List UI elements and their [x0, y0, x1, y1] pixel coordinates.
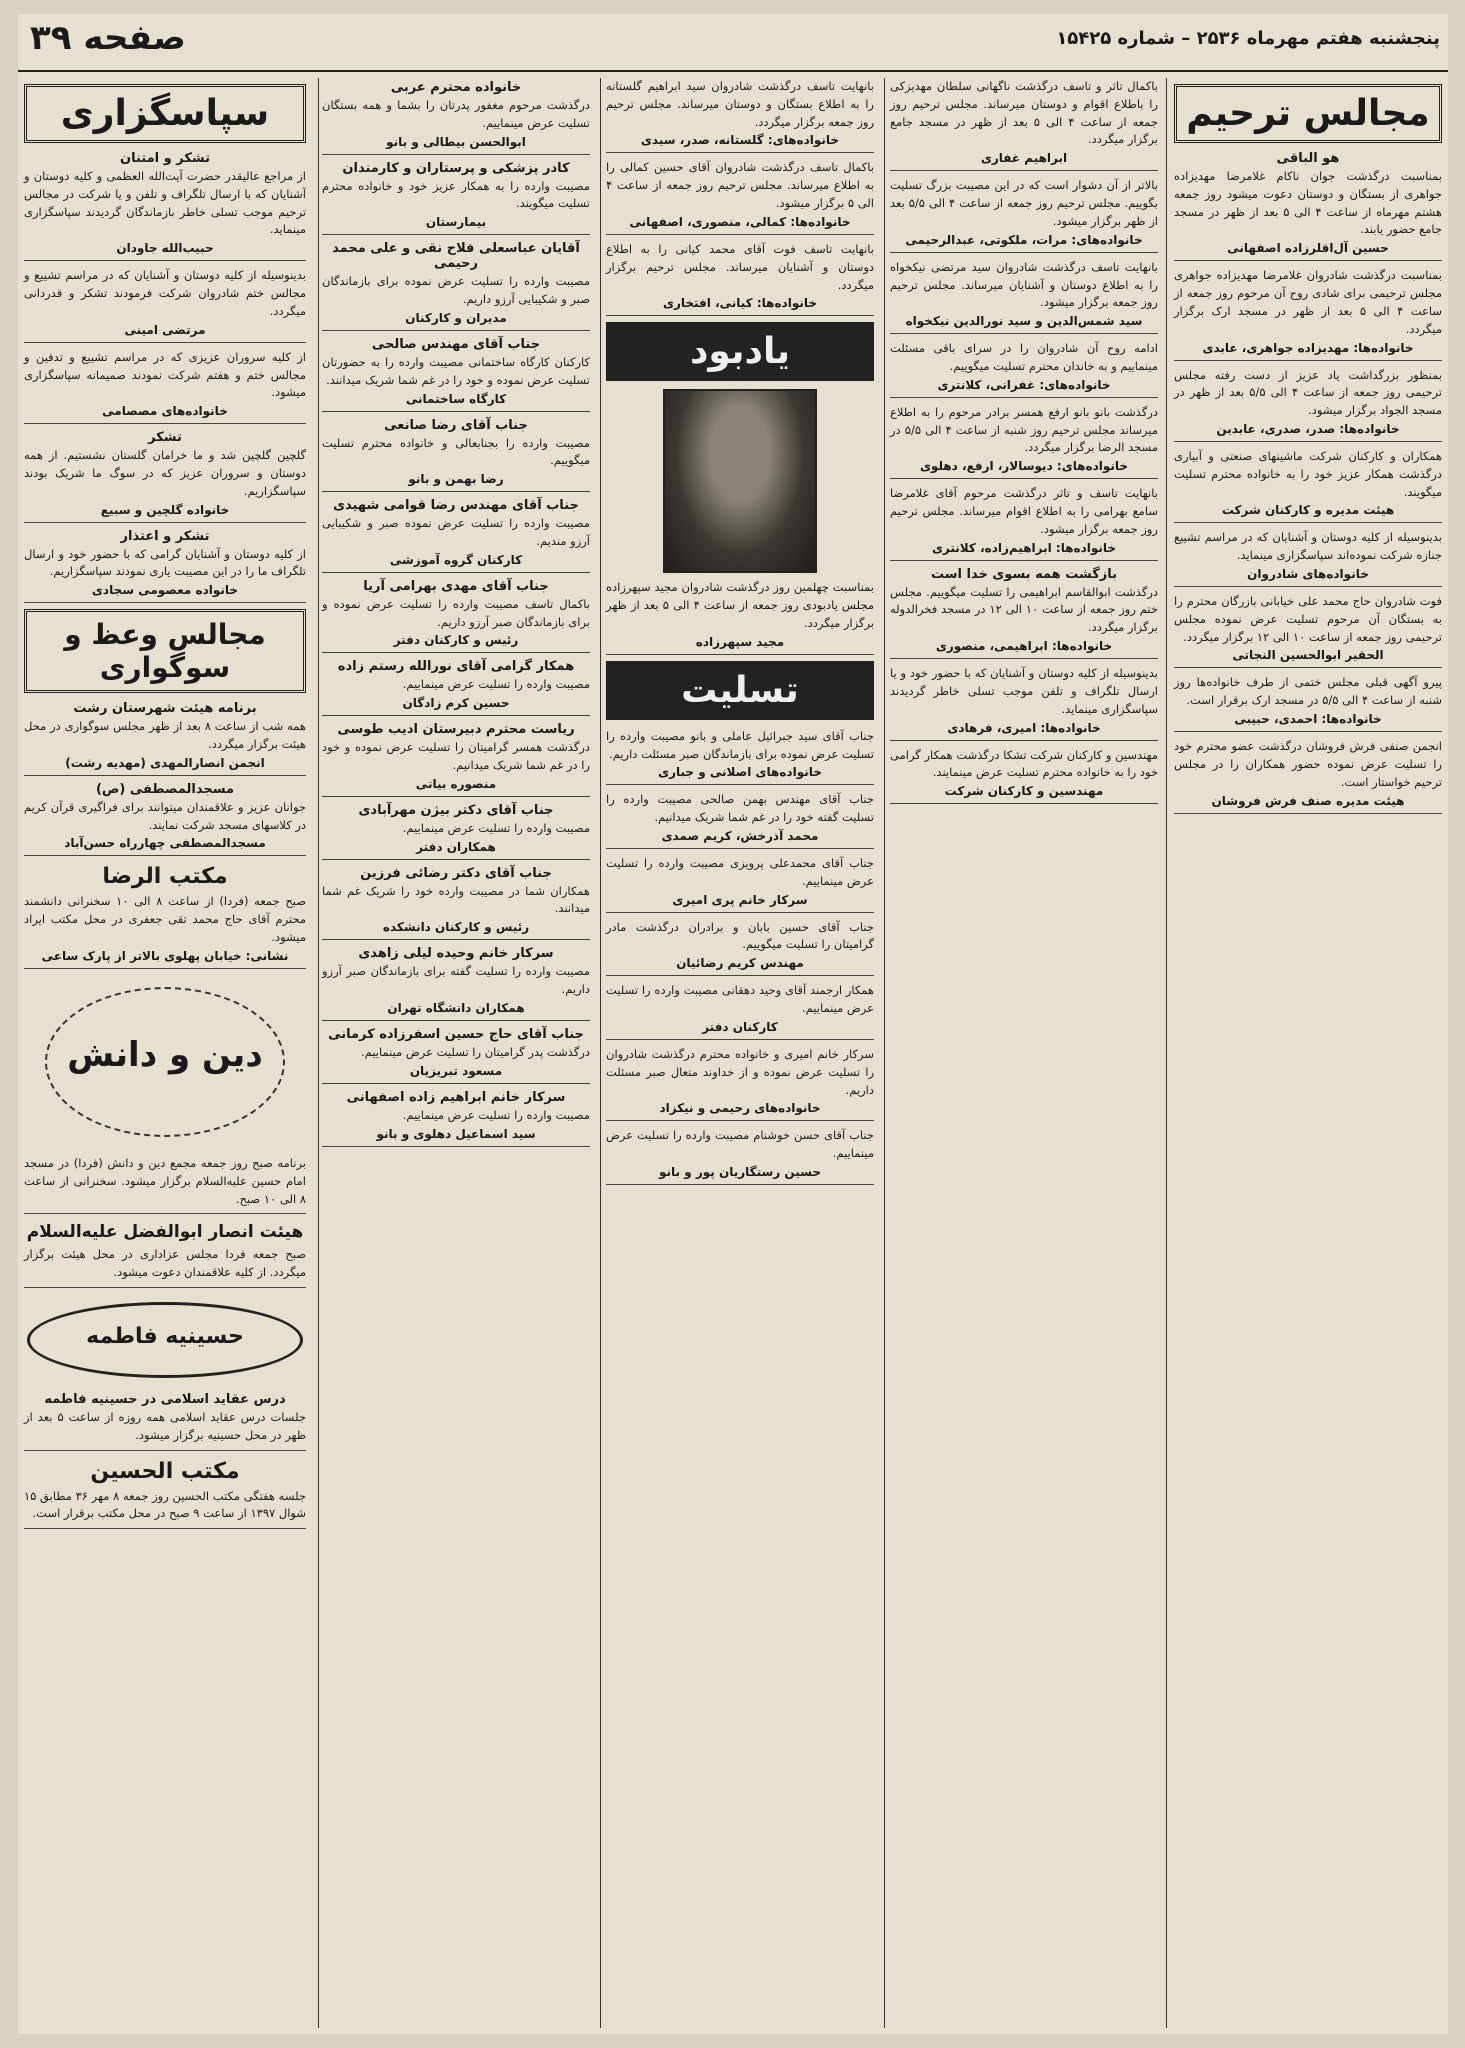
notice-signature: سرکار خانم پری امیری — [672, 892, 808, 907]
banner-tasliyat: تسلیت — [606, 661, 874, 720]
notice-body: بمناسبت درگذشت شادروان غلامرضا مهدیزاده جواهری مجلس ترحیمی برای شادی روح آن مرحوم روز جمعه از ساعت ۴ الی ۵ بعد از ظهر در مسجد ارک برگزار میگردد. — [1174, 268, 1442, 336]
notice-body: جلسات درس عقاید اسلامی همه روزه از ساعت ۵ بعد از ظهر در محل حسینیه برگزار میشود. — [24, 1409, 306, 1442]
notice-body: گلچین گلچین شد و ما خرامان گلستان نشستیم. از همه دوستان و سروران عزیز که در سوگ ما شریک بودند سپاسگزاریم. — [24, 448, 306, 498]
banner-majales-vaz: مجالس وعظ و سوگواری — [24, 609, 306, 693]
notice-signature: خانواده‌های: گلستانه، صدر، سیدی — [640, 133, 840, 148]
heading-maktab-hossein: مکتب الحسین — [90, 1458, 240, 1484]
notice — [322, 1090, 590, 1147]
notice-signature: مجید سپهرزاده — [695, 634, 785, 649]
notice-signature: همکاران دفتر — [416, 839, 496, 854]
notice-body: بدینوسیله از کلیه دوستان و آشنایان که در مراسم تشییع و مجالس ختم شادروان شرکت فرمودند تشکر و قدردانی میگردد. — [24, 268, 306, 318]
notice-body: جلسه هفتگی مکتب الحسین روز جمعه ۸ مهر ۳۶ مطابق ۱۵ شوال ۱۳۹۷ از ساعت ۹ صبح در محل مکتب برقرار است. — [24, 1488, 306, 1521]
notice-signature: منصوره بیاتی — [415, 776, 497, 791]
notice-title: بازگشت همه بسوی خدا است — [930, 566, 1118, 582]
notice-signature: سید شمس‌الدین و سید نورالدین نیکخواه — [905, 314, 1143, 329]
notice-body: درگذشت بانو بانو ارفع همسر برادر مرحوم را به اطلاع میرساند مجلس ترحیم روز شنبه از ساعت ۴ الی ۵/۵ در مسجد الرضا برگزار میگردد. — [890, 404, 1158, 455]
notice-signature: مهندس کریم رضائیان — [676, 956, 804, 971]
notice-title: برنامه هیئت شهرستان رشت — [73, 701, 257, 717]
notice-body: باکمال تاسف درگذشت شادروان آقای حسین کمالی را به اطلاع میرساند. مجلس ترحیم روز جمعه از ساعت ۴ الی ۵ برگزار میشود. — [606, 160, 874, 211]
notice-body: درگذشت مرحوم مغفور پدرتان را بشما و همه بستگان تسلیت عرض مینماییم. — [322, 98, 590, 130]
notice — [322, 866, 590, 941]
notice-title: کادر پزشکی و پرستاران و کارمندان — [342, 160, 570, 176]
notice-body: بمناسبت درگذشت جوان ناکام غلامرضا مهدیزاده جواهری از بستگان و دوستان دعوت میشود روز جمعه هشتم مهرماه از ساعت ۴ الی ۵ بعد از ظهر در مسجد جامع حضور یابند. — [1174, 169, 1442, 237]
notice-signature: مسجدالمصطفی چهارراه حسن‌آباد — [64, 836, 266, 851]
notice-body: بانهایت تاسف درگذشت شادروان سید مرتضی نیکخواه را به اطلاع دوستان و آشنایان میرساند. مجلس ترحیم روز جمعه برگزار میشود. — [890, 259, 1158, 310]
notice-signature: حسین کرم زادگان — [402, 696, 510, 711]
notice-body: مصیبت وارده را بجنابعالی و خانواده محترم تسلیت میگوییم. — [322, 435, 590, 468]
notice — [890, 259, 1158, 334]
notice-body: مصیبت وارده را تسلیت گفته برای بازماندگان صبر آرزو داریم. — [322, 964, 590, 997]
notice-signature: کارکنان گروه آموزشی — [389, 552, 523, 567]
notice-body: بانهایت تاسف درگذشت شادروان سید ابراهیم گلستانه را به اطلاع بستگان و دوستان میرساند. مجلس ترحیم روز جمعه برگزار میگردد. — [606, 79, 874, 129]
notice-body: همکاران و کارکنان شرکت ماشینهای صنعتی و آبیاری درگذشت همکار عزیز خود را به خانواده محترم تسلیت میگویند. — [1174, 448, 1442, 499]
notice-body: درگذشت پدر گرامیتان را تسلیت عرض مینماییم. — [360, 1044, 590, 1059]
notice — [1174, 593, 1442, 668]
fatemeh-oval-logo: حسینیه فاطمه — [27, 1302, 303, 1378]
notice-signature: رضا بهمن و بانو — [408, 472, 504, 487]
din-danesh-notice — [24, 1155, 306, 1214]
notice-body: بانهایت تاسف و تاثر درگذشت مرحوم آقای غلامرضا سامع بهرامی را به اطلاع اقوام میرساند. مجلس ترحیم روز جمعه برگزار میشود. — [890, 486, 1158, 536]
notice-list — [322, 80, 590, 1147]
notice-body: بانهایت تاسف فوت آقای محمد کیانی را به اطلاع دوستان و آشنایان میرساند. مجلس ترحیم برگزار میگردد. — [606, 241, 874, 292]
notice — [1174, 738, 1442, 813]
notice-body: مصیبت وارده را تسلیت عرض نموده برای بازماندگان صبر و شکیبایی آرزو داریم. — [322, 274, 590, 307]
notice-signature: بیمارستان — [425, 215, 487, 230]
notice-body: بالاتر از آن دشوار است که در این مصیبت بزرگ تسلیت بگوییم. مجلس ترحیم روز جمعه از ساعت ۴ الی ۵/۵ بعد از ظهر برگزار میشود. — [890, 178, 1158, 228]
notice-body: پیرو آگهی قبلی مجلس ختمی از طرف خانواده‌ها روز شنبه از ساعت ۴ الی ۵/۵ در مسجد ارک برقرار است. — [1174, 675, 1442, 708]
notice-body: بدینوسیله از کلیه دوستان و آشنایان که با حضور خود و یا ارسال تلگراف و تلفن موجب تسلی خاطر گردیدند سپاسگزاری مینماید. — [890, 666, 1158, 716]
notice — [322, 722, 590, 797]
notice-signature: مرتضی امینی — [124, 322, 206, 337]
notice-title: تشکر و اعتذار — [120, 528, 210, 544]
notice-signature: خانواده‌ها: کمالی، منصوری، اصفهانی — [629, 214, 851, 229]
notice-body: بمنظور بزرگداشت یاد عزیز از دست رفته مجلس ترحیمی روز جمعه از ساعت ۴ الی ۵/۵ بعد از ظهر در مسجد الجواد برگزار میشود. — [1174, 367, 1442, 418]
logo-text: دین و دانش — [67, 1034, 263, 1075]
notice — [322, 161, 590, 236]
notice-signature: خانواده‌ها: صدر، صدری، عابدین — [1216, 421, 1400, 436]
notice — [322, 418, 590, 493]
heading-abolfazl: هیئت انصار ابوالفضل علیه‌السلام — [26, 1222, 304, 1243]
notice-body: از کلیه دوستان و آشنایان گرامی که با حضور خود و ارسال تلگراف ما را در این مصیبت یاری نمودند سپاسگزاریم. — [24, 546, 306, 579]
notice-title: تشکر و امتنان — [120, 151, 210, 166]
notice-signature: حسین رستگاریان پور و بانو — [659, 1164, 821, 1179]
notice — [322, 337, 590, 412]
notice — [606, 855, 874, 913]
notice-signature: خانواده‌ها: کیانی، افتخاری — [662, 296, 818, 311]
notice — [322, 579, 590, 654]
column-3 — [600, 78, 880, 2034]
notice-body: ادامه روح آن شادروان را در سرای باقی مسئلت مینماییم و به خاندان محترم تسلیت میگوییم. — [890, 341, 1158, 373]
notice-signature: مسعود تبریزیان — [409, 1063, 503, 1078]
notice-body: مصیبت وارده را تسلیت عرض مینماییم. — [402, 677, 590, 692]
notice-body: مصیبت وارده را تسلیت عرض نموده صبر و شکیبایی آرزو مندیم. — [322, 516, 590, 548]
abolfazl-notice — [24, 1246, 306, 1288]
fatemeh-notice — [24, 1392, 306, 1451]
notice — [890, 177, 1158, 252]
notice-signature: حسین آل‌اقلرزاده اصفهانی — [1227, 241, 1389, 256]
notice — [890, 404, 1158, 479]
notice — [606, 728, 874, 786]
notice-list — [890, 78, 1158, 804]
notice — [322, 659, 590, 716]
notice-body: از کلیه سروران عزیزی که در مراسم تشییع و تدفین و مجالس ختم و هفتم شرکت نمودند صمیمانه سپاسگزاری میشود. — [24, 349, 306, 400]
notice-title: جناب آقای مهدی بهرامی آریا — [363, 578, 549, 594]
column-2 — [884, 78, 1164, 2034]
column-4 — [316, 78, 596, 2034]
notice — [322, 241, 590, 331]
notice-body: فوت شادروان حاج محمد علی خیابانی بازرگان محترم را به بستگان آن مرحوم تسلیت عرض نموده مجلس ترحیمی روز جمعه از ساعت ۱۰ الی ۱۲ برگزار میگردد. — [1174, 594, 1442, 644]
notice-list — [24, 701, 306, 856]
notice — [322, 946, 590, 1021]
notice-list — [1174, 151, 1442, 814]
notice-title: همکار گرامی آقای نورالله رستم زاده — [337, 659, 575, 675]
notice-signature: خانواده‌های: مرات، ملکوتی، عبدالرحیمی — [905, 232, 1143, 247]
notice — [606, 1127, 874, 1185]
notice-list — [24, 151, 306, 603]
heading-maktab-reza: مکتب الرضا — [102, 864, 228, 890]
notice-signature: حبیب‌الله جاودان — [116, 241, 214, 256]
notice-signature: خانواده‌ها: مهدیزاده جواهری، عابدی — [1202, 340, 1414, 355]
notice-body: سرکار خانم امیری و خانواده محترم درگذشت شادروان را تسلیت عرض نموده و از خداوند متعال صبر مسئلت داریم. — [606, 1046, 874, 1097]
notice-title: خانواده محترم عربی — [390, 80, 522, 95]
issue-line: پنجشنبه هفتم مهرماه ۲۵۳۶ – شماره ۱۵۴۲۵ — [1056, 28, 1440, 49]
notice — [322, 1027, 590, 1084]
notice-signature: خانواده‌های اصلانی و جباری — [658, 765, 822, 780]
notice-body: مهندسین و کارکنان شرکت تشکا درگذشت همکار گرامی خود را به خانواده محترم تسلیت عرض مینمایند. — [890, 747, 1158, 780]
notice — [1174, 151, 1442, 261]
notice-signature: خانواده‌های شادروان — [1247, 567, 1369, 581]
notice — [24, 701, 306, 776]
notice — [24, 151, 306, 261]
notice-title: آقایان عباسعلی فلاح نقی و علی محمد رحیمی — [332, 241, 580, 272]
notice-body: مصیبت وارده را تسلیت عرض مینماییم. — [402, 1107, 590, 1122]
notice-body: درگذشت ابوالقاسم ابراهیمی را تسلیت میگوییم. مجلس ختم روز جمعه از ساعت ۱۰ الی ۱۲ در مسجد فخرالدوله برگزار میگردد. — [890, 584, 1158, 635]
notice-signature: خانواده‌های مصصامی — [102, 404, 228, 419]
notice-signature: خانواده معصومی سجادی — [91, 583, 239, 598]
notice-signature: ابراهیم غفاری — [980, 151, 1068, 166]
notice-signature: مهندسین و کارکنان شرکت — [944, 784, 1104, 799]
notice — [1174, 529, 1442, 587]
notice-body: باکمال تاسف مصیبت وارده را تسلیت عرض نموده و برای بازماندگان صبر آرزو داریم. — [322, 596, 590, 629]
page-number: صفحه ۳۹ — [30, 18, 186, 58]
notice-body: جوانان عزیز و علاقمندان میتوانند برای فراگیری قرآن کریم در کلاسهای مسجد شرکت نمایند. — [24, 799, 306, 832]
notice-body: همه شب از ساعت ۸ بعد از ظهر مجلس سوگواری در محل هیئت برگزار میگردد. — [24, 719, 306, 751]
notice-signature: مدیران و کارکنان — [405, 310, 507, 325]
notice — [606, 919, 874, 977]
notice — [322, 498, 590, 573]
notice-signature: ابوالحسن بیطالی و بانو — [386, 134, 526, 149]
banner-sepasgozari: سپاسگزاری — [24, 84, 306, 143]
notice-title: جناب آقای رضا صانعی — [384, 417, 528, 433]
maktab-hossein-notice — [24, 1488, 306, 1530]
notice-title: جناب آقای مهندس رضا قوامی شهیدی — [333, 498, 579, 514]
notice — [322, 803, 590, 860]
notice-signature: خانواده‌ها: امیری، فرهادی — [947, 720, 1101, 735]
notice-signature: خانواده‌ها: ابراهیم‌زاده، کلانتری — [931, 540, 1117, 555]
notice — [1174, 448, 1442, 523]
notice-body: بمناسبت چهلمین روز درگذشت شادروان مجید سپهرزاده مجلس یادبودی روز جمعه از ساعت ۴ الی ۵ بعد از ظهر برگزار میگردد. — [606, 580, 874, 630]
notice-signature: هیئت مدیره و کارکنان شرکت — [1221, 503, 1395, 518]
notice — [606, 1046, 874, 1121]
notice-body: کارکنان کارگاه ساختمانی مصیبت وارده را به حضورتان تسلیت عرض نموده و خود را در غم شما شریک میدانند. — [322, 354, 590, 387]
notice-signature: خانواده‌های رحیمی و نیکزاد — [659, 1101, 821, 1116]
notice-body: برنامه صبح روز جمعه مجمع دین و دانش (فردا) در مسجد امام حسین علیه‌السلام برگزار میشود. سخنرانی از ساعت ۸ الی ۱۰ صبح. — [24, 1155, 306, 1206]
notice — [890, 567, 1158, 659]
notice-signature: هیئت مدیره صنف فرش فروشان — [1211, 793, 1405, 808]
notice-title: جناب آقای مهندس صالحی — [371, 336, 541, 352]
notice-signature: خانواده‌ها: احمدی، حبیبی — [1234, 712, 1382, 727]
notice — [1174, 267, 1442, 360]
maktab-reza-notice — [24, 893, 306, 968]
notice-body: صبح جمعه (فردا) از ساعت ۸ الی ۱۰ سخنرانی دانشمند محترم آقای حاج محمد تقی جعفری در محل مکتب ایراد میشود. — [24, 894, 306, 945]
notice-signature: سید اسماعیل دهلوی و بانو — [376, 1126, 536, 1141]
notice-body: همکار ارجمند آقای وحید دهقانی مصیبت وارده را تسلیت عرض مینماییم. — [606, 983, 874, 1016]
column-divider — [1166, 78, 1167, 2028]
column-tarhim — [1168, 78, 1448, 2034]
notice — [24, 267, 306, 342]
notice-signature: رئیس و کارکنان دانشکده — [382, 920, 530, 935]
notice-title: جناب آقای حاج حسین اسفرزاده کرمانی — [328, 1026, 584, 1042]
banner-majales-tarhim: مجالس ترحیم — [1174, 84, 1442, 143]
notice — [606, 78, 874, 153]
notice-title: ریاست محترم دبیرستان ادیب طوسی — [337, 722, 575, 738]
notice — [606, 159, 874, 234]
notice-signature: رئیس و کارکنان دفتر — [393, 633, 519, 648]
notice-body: جناب آقای حسین بابان و برادران درگذشت مادر گرامیتان را تسلیت میگوییم. — [606, 919, 874, 952]
notice-body: باکمال تاثر و تاسف درگذشت ناگهانی سلطان مهدیزکی را باطلاع اقوام و دوستان میرساند. مجلس ترحیم روز جمعه از ساعت ۴ الی ۵ بعد از ظهر در مسجد جامع برگزار میگردد. — [890, 79, 1158, 147]
notice — [890, 747, 1158, 805]
column-sepas — [18, 78, 312, 2034]
notice-signature: خانواده‌های: غفرانی، کلانتری — [937, 377, 1111, 392]
notice-signature: محمد آذرخش، کریم صمدی — [661, 829, 819, 843]
notice-body: از مراجع عالیقدر حضرت آیت‌الله العظمی و کلیه دوستان و آشنایان که با ارسال تلگراف و تلفن و یا شرکت در مجالس ترحیم موجب تسلی خاطر بازماندگان گردیدند سپاسگزاری مینماید. — [24, 169, 306, 237]
notice-address: نشانی: خیابان پهلوی بالاتر از پارک ساعی — [41, 948, 289, 963]
portrait-photo — [663, 389, 817, 573]
notice-body: جناب آقای محمدعلی پرویزی مصیبت وارده را تسلیت عرض مینماییم. — [606, 856, 874, 888]
notice-list — [606, 728, 874, 1185]
notice — [24, 782, 306, 857]
notice — [890, 340, 1158, 398]
notice-title: سرکار خانم ابراهیم زاده اصفهانی — [346, 1089, 566, 1105]
din-danesh-logo — [45, 987, 285, 1137]
notice-body: جناب آقای مهندس بهمن صالحی مصیبت وارده را تسلیت گفته خود را در غم شما شریک میدانیم. — [606, 792, 874, 825]
notice-signature: همکاران دانشگاه تهران — [387, 1000, 525, 1015]
notice-list — [606, 78, 874, 316]
notice-body: انجمن صنفی فرش فروشان درگذشت عضو محترم خود را تسلیت عرض نموده حضور همکاران را در مجلس ترحیم خواستار است. — [1174, 739, 1442, 789]
notice-body: صبح جمعه فردا مجلس عزاداری در محل هیئت برگزار میگردد. از کلیه علاقمندان دعوت میشود. — [24, 1247, 306, 1280]
notice — [890, 485, 1158, 560]
notice-title: جناب آقای دکتر بیژن مهرآبادی — [358, 802, 554, 818]
notice-body: مصیبت وارده را به همکار عزیز خود و خانواده محترم تسلیت میگویند. — [322, 178, 590, 211]
masthead — [18, 14, 1448, 72]
notice — [606, 791, 874, 849]
notice-title: هو الباقی — [1276, 151, 1340, 166]
notice-title: تشکر — [148, 430, 182, 446]
notice-signature: انجمن انصارالمهدی (مهدیه رشت) — [65, 755, 265, 770]
notice-body: همکاران شما در مصیبت وارده خود را شریک غم شما میدانند. — [322, 883, 590, 916]
notice-body: جناب آقای حسن خوشنام مصیبت وارده را تسلیت عرض مینماییم. — [606, 1128, 874, 1161]
notice-signature: الحقیر ابوالحسین النجاتی — [1232, 648, 1384, 663]
notice — [890, 665, 1158, 740]
notice-body: درگذشت همسر گرامیتان را تسلیت عرض نموده و خود را در غم شما شریک میدانیم. — [322, 740, 590, 772]
yadbood-notice — [606, 389, 874, 654]
notice-title: جناب آقای دکتر رضائی فرزین — [360, 865, 552, 881]
notice — [606, 982, 874, 1040]
notice-body: مصیبت وارده را تسلیت عرض مینماییم. — [402, 820, 590, 835]
notice-title: مسجدالمصطفی (ص) — [95, 781, 235, 797]
notice-signature: کارکنان دفتر — [702, 1019, 778, 1034]
notice-title: درس عقاید اسلامی در حسینیه فاطمه — [44, 1391, 286, 1407]
notice — [1174, 674, 1442, 732]
notice — [322, 80, 590, 155]
notice — [24, 529, 306, 604]
notice-title: سرکار خانم وحیده لیلی زاهدی — [358, 946, 554, 962]
newspaper-page — [18, 14, 1448, 2034]
notice-signature: خانواده‌ها: ابراهیمی، منصوری — [935, 639, 1113, 654]
notice — [606, 241, 874, 316]
notice-body: بدینوسیله از کلیه دوستان و آشنایان که در مراسم تشییع جنازه شرکت نموده‌اند سپاسگزاری مینماید. — [1174, 530, 1442, 563]
notice-signature: خانواده گلچین و سبیع — [100, 502, 230, 517]
banner-yadbood: یادبود — [606, 322, 874, 381]
notice — [24, 430, 306, 522]
notice — [1174, 367, 1442, 442]
notice-body: جناب آقای سید جبرائیل عاملی و بانو مصیبت وارده را تسلیت عرض نموده برای بازماندگان صبر مسئلت داریم. — [606, 728, 874, 761]
notice — [24, 349, 306, 424]
notice — [890, 78, 1158, 171]
notice-signature: خانواده‌های: دیوسالار، ارفع، دهلوی — [919, 459, 1129, 474]
notice-signature: کارگاه ساختمانی — [405, 391, 507, 406]
